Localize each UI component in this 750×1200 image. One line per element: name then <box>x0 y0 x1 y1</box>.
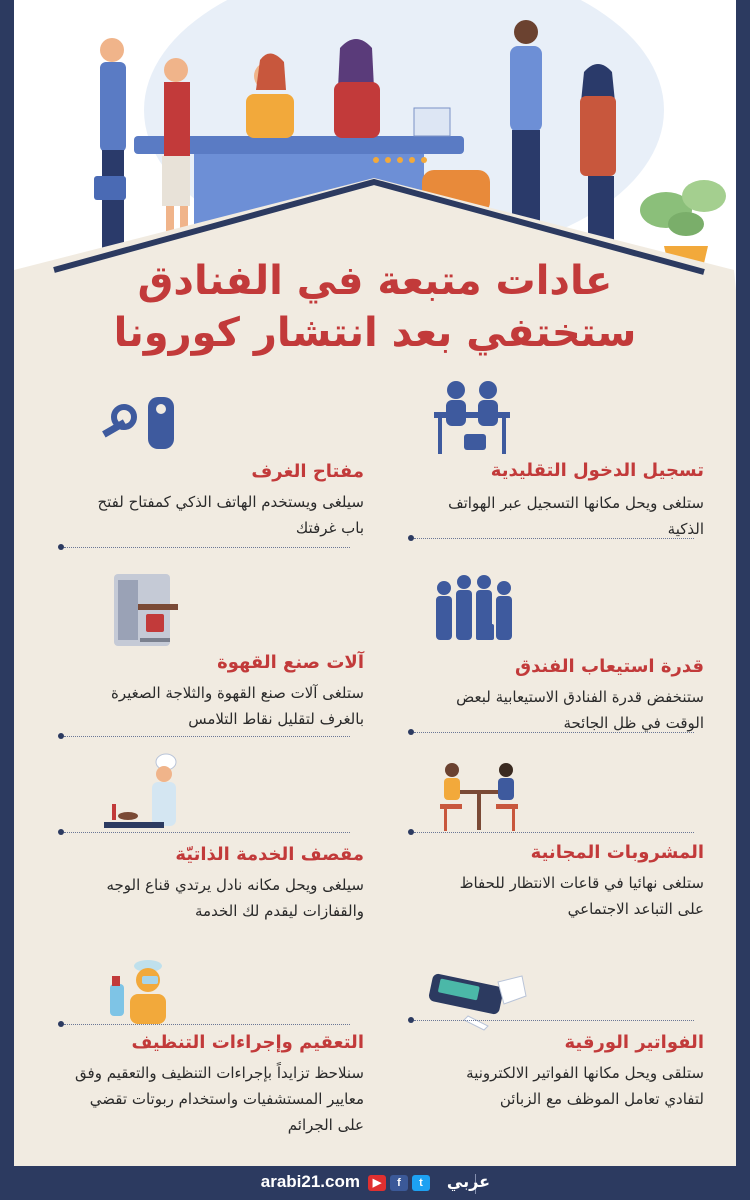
item-heading: مقصف الخدمة الذاتيّة <box>175 844 364 865</box>
item-sterilization <box>64 958 364 1158</box>
waiter-icon <box>104 752 190 832</box>
title-line-2: ستختفي بعد انتشار كورونا <box>113 310 637 356</box>
room-key-icon <box>102 395 182 455</box>
item-body: ستلقى ويحل مكانها الفواتير الالكترونية لتفادي تعامل الموظف مع الزبائن <box>466 1064 704 1108</box>
divider <box>64 1024 350 1025</box>
divider <box>414 538 694 539</box>
guests-group-icon <box>434 570 518 650</box>
facebook-icon[interactable]: f <box>390 1175 408 1191</box>
item-heading: مفتاح الغرف <box>251 461 364 482</box>
item-heading: المشروبات المجانية <box>530 842 704 863</box>
divider <box>64 547 350 548</box>
divider <box>64 736 350 737</box>
site-url[interactable]: arabi21.com <box>260 1172 360 1191</box>
item-body: سيلغى ويستخدم الهاتف الذكي كمفتاح لفتح باب غرفتك <box>97 493 364 537</box>
item-body: ستلغى نهائيا في قاعات الانتظار للحفاظ على التباعد الاجتماعي <box>459 874 704 918</box>
item-heading: آلات صنع القهوة <box>217 652 364 673</box>
divider <box>414 832 694 833</box>
item-hotel-capacity <box>414 570 704 740</box>
item-heading: الفواتير الورقية <box>564 1032 704 1053</box>
item-body: ستلغى ويحل مكانها التسجيل عبر الهواتف الذكية <box>448 494 704 538</box>
divider <box>64 832 350 833</box>
item-heading: قدرة استيعاب الفندق <box>515 656 704 677</box>
item-room-key <box>64 395 364 555</box>
item-body: سنلاحظ تزايداً بإجراءات التنظيف والتعقيم وفق معايير المستشفيات واستخدام ربوتات تقضي على الجرائم <box>75 1064 364 1134</box>
hero-illustration <box>14 0 736 290</box>
title-line-1: عادات متبعة في الفنادق <box>137 258 613 304</box>
divider <box>414 1020 694 1021</box>
cleaner-icon <box>104 958 174 1028</box>
item-paper-bills <box>414 972 704 1152</box>
arabic-brand-logo: عربي <box>446 1172 490 1191</box>
item-heading: التعقيم وإجراءات التنظيف <box>131 1032 364 1053</box>
item-heading: تسجيل الدخول التقليدية <box>490 460 704 481</box>
item-free-drinks <box>414 760 704 930</box>
item-check-in <box>414 378 704 548</box>
people-at-table-icon <box>434 760 524 836</box>
divider <box>414 732 694 733</box>
reception-desk-icon <box>434 378 514 458</box>
infographic-frame <box>14 0 736 1166</box>
item-coffee-machines <box>64 570 364 740</box>
item-body: ستنخفض قدرة الفنادق الاستيعابية لبعض الوقت في ظل الجائحة <box>456 688 704 732</box>
twitter-icon[interactable]: t <box>412 1175 430 1191</box>
coffee-machine-icon <box>110 570 190 650</box>
youtube-icon[interactable]: ▶ <box>368 1175 386 1191</box>
item-body: ستلغى آلات صنع القهوة والثلاجة الصغيرة بالغرف لتقليل نقاط التلامس <box>111 684 364 728</box>
hotel-lobby-illustration <box>14 0 736 290</box>
item-self-service <box>64 752 364 922</box>
item-body: سيلغى ويحل مكانه نادل يرتدي قناع الوجه والقفازات ليقدم لك الخدمة <box>106 876 364 920</box>
card-terminal-icon <box>428 972 528 1032</box>
